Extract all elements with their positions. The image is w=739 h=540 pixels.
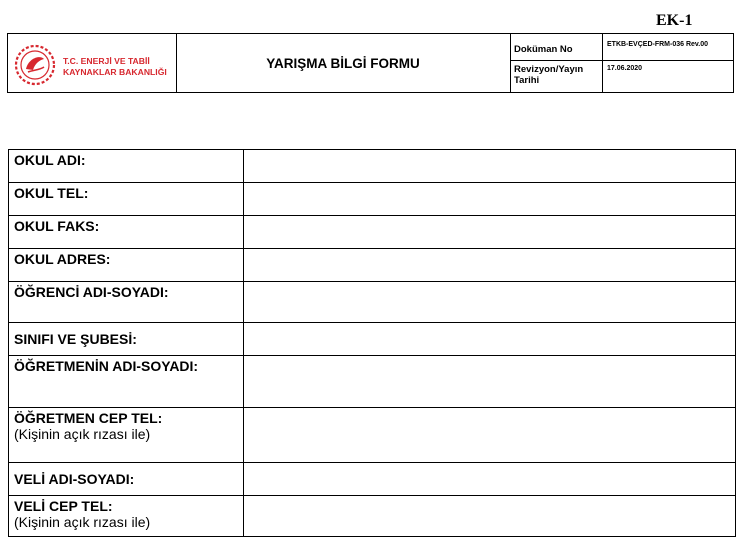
- title-cell: [176, 34, 511, 92]
- form-row: [9, 496, 736, 537]
- competition-info-form: [8, 149, 736, 537]
- field-label-school-name: OKUL ADI:: [9, 150, 244, 183]
- doc-no-label: Doküman No: [510, 34, 603, 61]
- logo-cell: [8, 34, 177, 92]
- field-label-parent-phone: [9, 496, 244, 537]
- field-label-school-address: OKUL ADRES:: [9, 249, 244, 282]
- form-title: YARIŞMA BİLGİ FORMU: [266, 55, 420, 71]
- document-header: [7, 33, 734, 93]
- field-label-teacher-name: ÖĞRETMENİN ADI-SOYADI:: [9, 356, 244, 408]
- field-input-school-fax[interactable]: [244, 216, 736, 249]
- field-input-school-name[interactable]: [244, 150, 736, 183]
- field-input-teacher-phone[interactable]: [244, 408, 736, 463]
- revision-value: 17.06.2020: [607, 65, 643, 72]
- teacher-phone-label: ÖĞRETMEN CEP TEL:: [14, 410, 163, 426]
- parent-phone-consent-note: (Kişinin açık rızası ile): [14, 514, 151, 530]
- field-input-teacher-name[interactable]: [244, 356, 736, 408]
- form-row: [9, 282, 736, 323]
- form-row: [9, 150, 736, 183]
- revision-label-line1: Revizyon/Yayın: [514, 64, 584, 75]
- field-input-school-phone[interactable]: [244, 183, 736, 216]
- form-row: [9, 249, 736, 282]
- field-label-school-fax: OKUL FAKS:: [9, 216, 244, 249]
- ministry-name-line2: KAYNAKLAR BAKANLIĞI: [63, 67, 167, 77]
- ministry-name: [63, 56, 167, 78]
- field-input-parent-name[interactable]: [244, 463, 736, 496]
- form-row: [9, 323, 736, 356]
- annex-label: EK-1: [656, 12, 693, 29]
- field-label-student-name: ÖĞRENCİ ADI-SOYADI:: [9, 282, 244, 323]
- field-label-parent-name: VELİ ADI-SOYADI:: [9, 463, 244, 496]
- field-input-school-address[interactable]: [244, 249, 736, 282]
- revision-label: [510, 61, 603, 92]
- form-row: [9, 408, 736, 463]
- form-row: [9, 216, 736, 249]
- revision-label-line2: Tarihi: [514, 75, 540, 86]
- field-label-teacher-phone: [9, 408, 244, 463]
- form-row: [9, 183, 736, 216]
- field-label-school-phone: OKUL TEL:: [9, 183, 244, 216]
- parent-phone-label: VELİ CEP TEL:: [14, 498, 113, 514]
- teacher-phone-consent-note: (Kişinin açık rızası ile): [14, 426, 151, 442]
- form-row: [9, 356, 736, 408]
- doc-no-value: ETKB-EVÇED-FRM-036 Rev.00: [603, 34, 733, 61]
- field-label-class-section: SINIFI VE ŞUBESİ:: [9, 323, 244, 356]
- field-input-parent-phone[interactable]: [244, 496, 736, 537]
- field-input-class-section[interactable]: [244, 323, 736, 356]
- form-row: [9, 463, 736, 496]
- field-input-student-name[interactable]: [244, 282, 736, 323]
- ministry-logo-icon: [13, 43, 57, 87]
- ministry-name-line1: T.C. ENERJİ VE TABİİ: [63, 56, 150, 66]
